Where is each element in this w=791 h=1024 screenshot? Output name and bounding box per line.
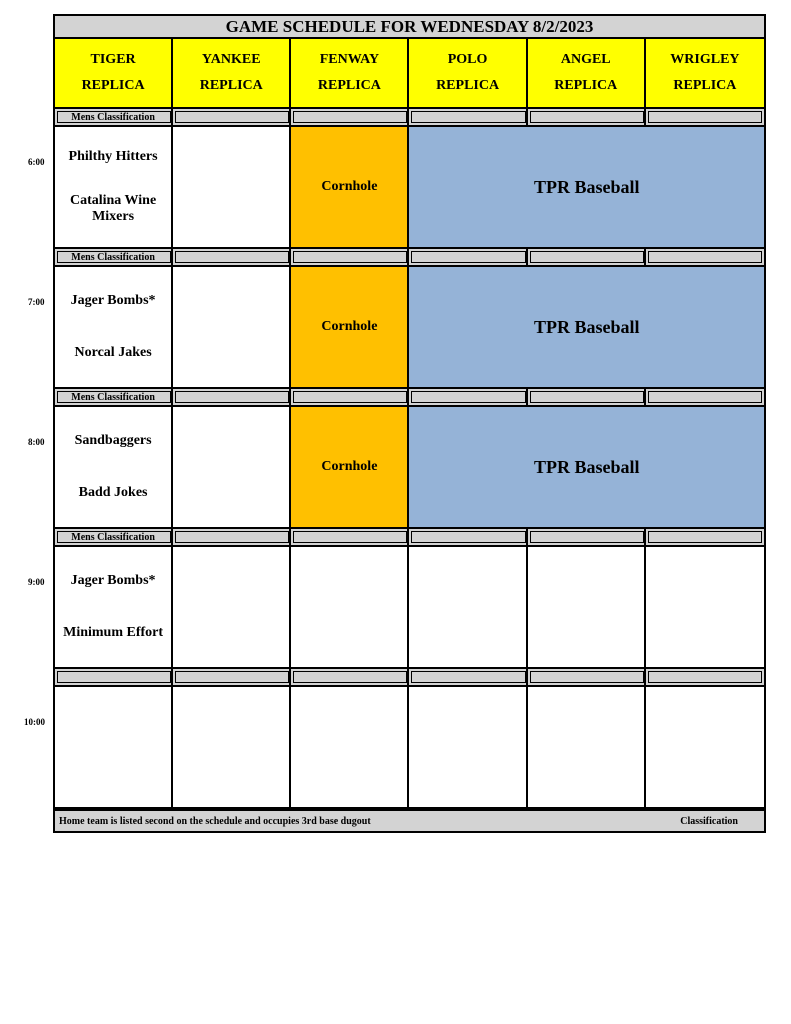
field-header-row — [53, 39, 766, 109]
classification-row — [53, 109, 766, 127]
time-slot-row — [53, 127, 766, 249]
empty-cell — [646, 687, 764, 807]
schedule-title: GAME SCHEDULE FOR WEDNESDAY 8/2/2023 — [53, 14, 766, 39]
yankee-cell — [173, 267, 291, 387]
empty-cell — [291, 547, 409, 667]
cornhole-block: Cornhole — [291, 407, 409, 527]
home-team: Badd Jokes — [78, 485, 148, 500]
footer-note: Home team is listed second on the schedule and occupies 3rd base dugout — [59, 815, 371, 827]
classification-row — [53, 389, 766, 407]
classification-label: Mens Classification — [55, 529, 173, 545]
classification-label: Mens Classification — [55, 389, 173, 405]
field-header-wrigley: WRIGLEY REPLICA — [646, 39, 764, 109]
field-header-tiger: TIGER REPLICA — [55, 39, 173, 109]
tiger-game — [55, 407, 173, 527]
tiger-game — [55, 267, 173, 387]
footer-bar — [53, 809, 766, 833]
away-team: Jager Bombs* — [70, 293, 156, 308]
away-team: Sandbaggers — [74, 433, 152, 448]
classification-row — [53, 529, 766, 547]
tiger-game — [55, 127, 173, 247]
away-team: Philthy Hitters — [68, 149, 158, 164]
tpr-baseball-block: TPR Baseball — [409, 407, 764, 527]
empty-cell — [173, 547, 291, 667]
time-label: 8:00 — [28, 437, 45, 447]
away-team: Jager Bombs* — [70, 573, 156, 588]
blank-divider-row — [53, 669, 766, 687]
cornhole-block: Cornhole — [291, 267, 409, 387]
footer-classification: Classification — [680, 815, 738, 827]
field-header-yankee: YANKEE REPLICA — [173, 39, 291, 109]
time-label: 7:00 — [28, 297, 45, 307]
time-label: 10:00 — [24, 717, 45, 727]
empty-cell — [173, 687, 291, 807]
time-slot-row — [53, 407, 766, 529]
empty-cell — [55, 687, 173, 807]
empty-cell — [291, 687, 409, 807]
time-slot-row — [53, 267, 766, 389]
classification-row — [53, 249, 766, 267]
time-slot-row — [53, 547, 766, 669]
tpr-baseball-block: TPR Baseball — [409, 267, 764, 387]
empty-cell — [409, 687, 527, 807]
home-team: Catalina Wine Mixers — [69, 193, 157, 224]
yankee-cell — [173, 127, 291, 247]
home-team: Minimum Effort — [63, 625, 164, 640]
time-label: 6:00 — [28, 157, 45, 167]
tpr-baseball-block: TPR Baseball — [409, 127, 764, 247]
empty-cell — [409, 547, 527, 667]
classification-label: Mens Classification — [55, 109, 173, 125]
empty-cell — [646, 547, 764, 667]
empty-cell — [528, 547, 646, 667]
tiger-game — [55, 547, 173, 667]
yankee-cell — [173, 407, 291, 527]
field-header-polo: POLO REPLICA — [409, 39, 527, 109]
field-header-fenway: FENWAY REPLICA — [291, 39, 409, 109]
classification-label: Mens Classification — [55, 249, 173, 265]
schedule-sheet — [53, 14, 766, 833]
empty-cell — [528, 687, 646, 807]
field-header-angel: ANGEL REPLICA — [528, 39, 646, 109]
cornhole-block: Cornhole — [291, 127, 409, 247]
time-slot-row — [53, 687, 766, 809]
time-label: 9:00 — [28, 577, 45, 587]
home-team: Norcal Jakes — [74, 345, 152, 360]
